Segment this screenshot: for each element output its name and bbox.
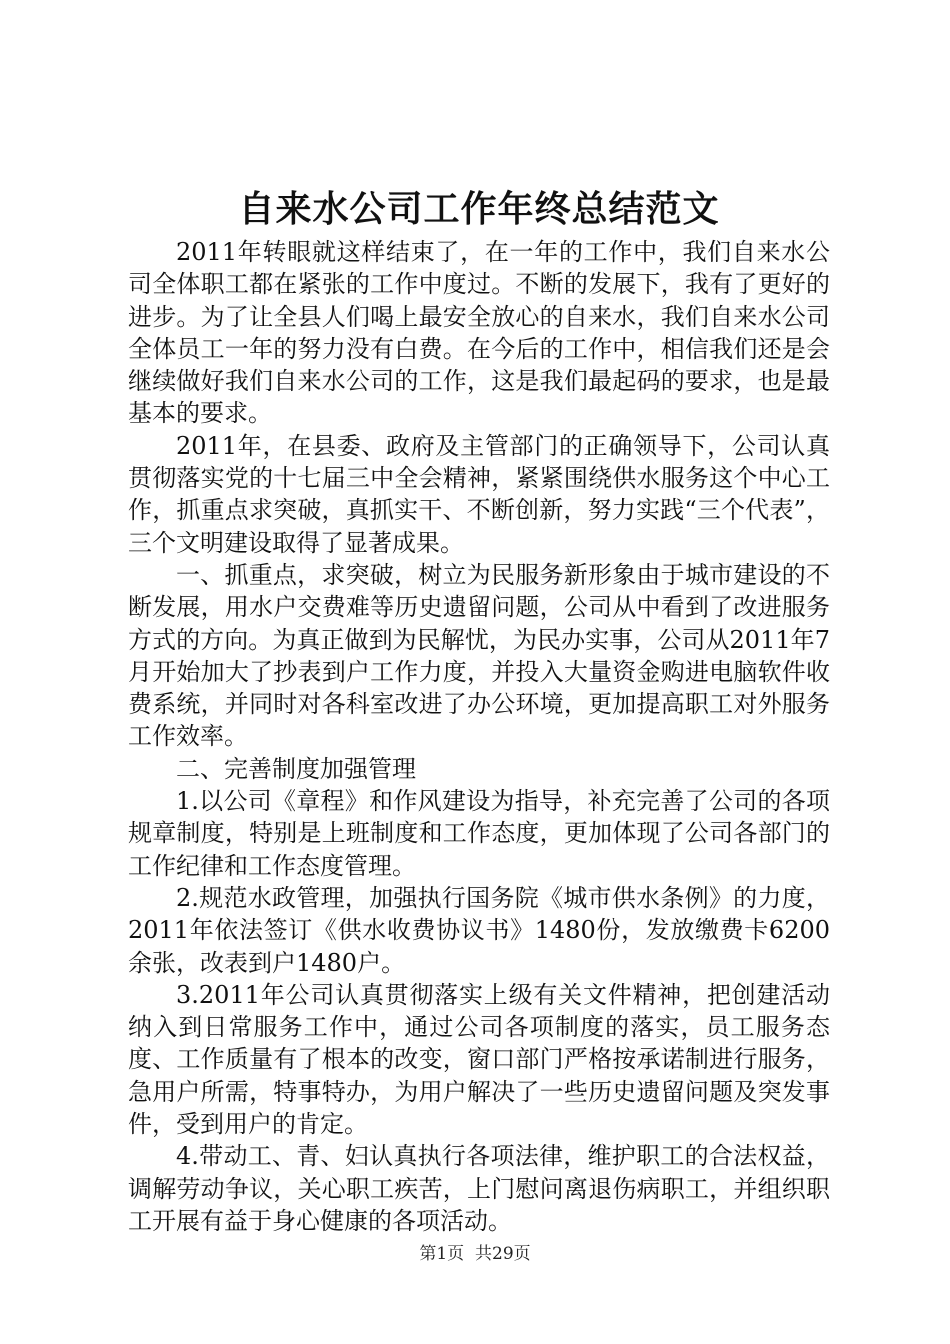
- paragraph-item-3: 3.2011年公司认真贯彻落实上级有关文件精神，把创建活动纳入到日常服务工作中，通过公司各项制度的落实，员工服务态度、工作质量有了根本的改变，窗口部门严格按承诺制进行服务，急用户所需，特事特办，为用户解决了一些历史遗留问题及突发事件，受到用户的肯定。: [128, 980, 830, 1139]
- footer-spacer: [464, 1244, 475, 1264]
- page-number: 第1页: [419, 1244, 465, 1264]
- paragraph-item-1: 1.以公司《章程》和作风建设为指导，补充完善了公司的各项规章制度，特别是上班制度和工作态度，更加体现了公司各部门的工作纪律和工作态度管理。: [128, 787, 830, 880]
- document-page: [128, 0, 830, 1344]
- paragraph-item-4: 4.带动工、青、妇认真执行各项法律，维护职工的合法权益，调解劳动争议，关心职工疾苦，上门慰问离退伤病职工，并组织职工开展有益于身心健康的各项活动。: [128, 1142, 830, 1235]
- paragraph-section-1: 一、抓重点，求突破，树立为民服务新形象由于城市建设的不断发展，用水户交费难等历史遗留问题，公司从中看到了改进服务方式的方向。为真正做到为民解忧，为民办实事，公司从2011年7月开始加大了抄表到户工作力度，并投入大量资金购进电脑软件收费系统，并同时对各科室改进了办公环境，更加提高职工对外服务工作效率。: [128, 560, 830, 751]
- page-footer: [0, 1243, 950, 1265]
- section-heading-2: 二、完善制度加强管理: [176, 754, 416, 783]
- paragraph-item-2: 2.规范水政管理，加强执行国务院《城市供水条例》的力度，2011年依法签订《供水收费协议书》1480份，发放缴费卡6200余张，改表到户1480户。: [128, 883, 830, 977]
- paragraph-intro: 2011年转眼就这样结束了，在一年的工作中，我们自来水公司全体职工都在紧张的工作中度过。不断的发展下，我有了更好的进步。为了让全县人们喝上最安全放心的自来水，我们自来水公司全体员工一年的努力没有白费。在今后的工作中，相信我们还是会继续做好我们自来水公司的工作，这是我们最起码的要求，也是最基本的要求。: [128, 238, 830, 428]
- document-title: 自来水公司工作年终总结范文: [238, 188, 720, 230]
- page-total: 共29页: [475, 1244, 531, 1264]
- document-body: [128, 236, 830, 1237]
- paragraph-summary: 2011年，在县委、政府及主管部门的正确领导下，公司认真贯彻落实党的十七届三中全会精神，紧紧围绕供水服务这个中心工作，抓重点求突破，真抓实干、不断创新，努力实践“三个代表”，三个文明建设取得了显著成果。: [128, 431, 830, 557]
